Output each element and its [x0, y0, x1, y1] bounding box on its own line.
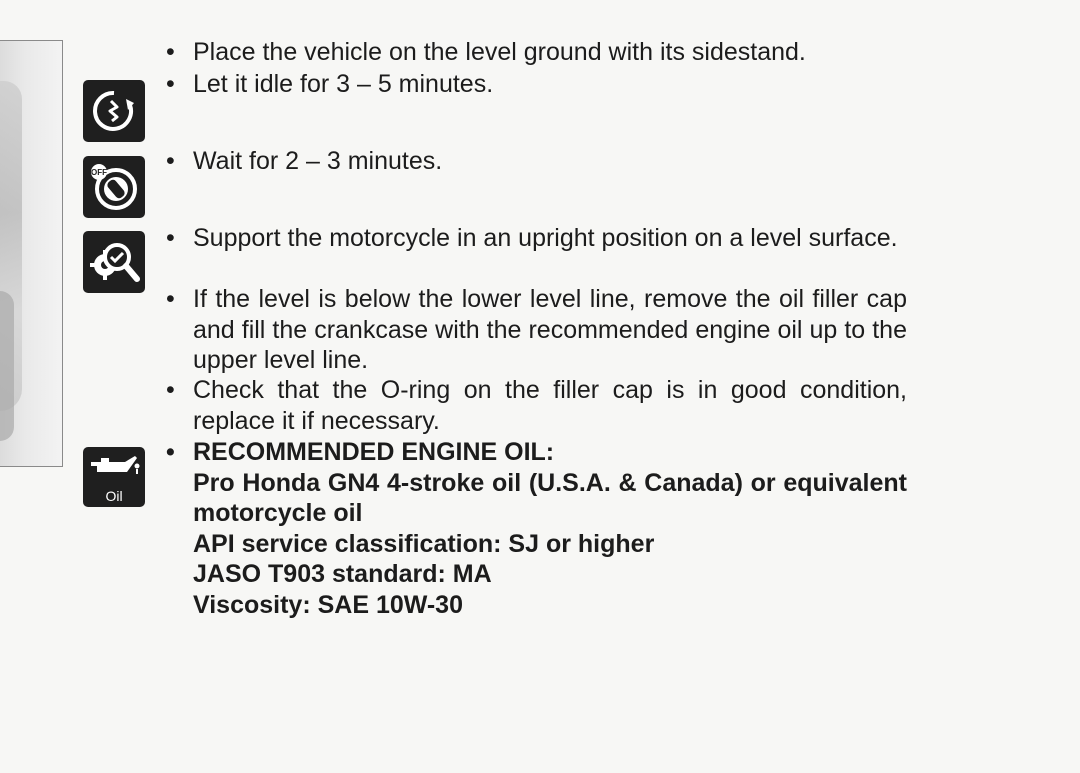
photo-shading — [0, 291, 14, 441]
instruction-item: • Place the vehicle on the level ground with its sidestand. — [193, 37, 907, 68]
api-classification: API service classification: SJ or higher — [193, 529, 655, 558]
inspect-icon — [83, 231, 145, 293]
jaso-standard: JASO T903 standard: MA — [193, 560, 492, 588]
instruction-item: • If the level is below the lower level line, remove the oil filler cap and fill the crankcase with the recommended engine oil up to the upper level line. — [193, 284, 907, 376]
oil-can-icon — [83, 447, 145, 507]
recommended-oil-heading: • RECOMMENDED ENGINE OIL: — [193, 438, 555, 466]
instruction-item: • Check that the O-ring on the filler cap is in good condition, replace it if necessary. — [193, 375, 907, 436]
recommended-oil-brand: Pro Honda GN4 4-stroke oil (U.S.A. & Canada) or equivalent motorcycle oil — [193, 468, 907, 527]
engine-off-wait-icon — [83, 156, 145, 218]
svg-text:OFF: OFF — [91, 168, 107, 177]
instruction-item: • Wait for 2 – 3 minutes. — [193, 146, 907, 177]
viscosity: Viscosity: SAE 10W-30 — [193, 590, 463, 619]
recommended-oil-block — [193, 437, 907, 620]
instruction-item: • Support the motorcycle in an upright position on a level surface. — [193, 223, 907, 254]
engine-idle-icon — [83, 80, 145, 142]
motorcycle-photo — [0, 40, 63, 467]
oil-icon-label: Oil — [105, 488, 123, 504]
instruction-item: • Let it idle for 3 – 5 minutes. — [193, 69, 907, 100]
